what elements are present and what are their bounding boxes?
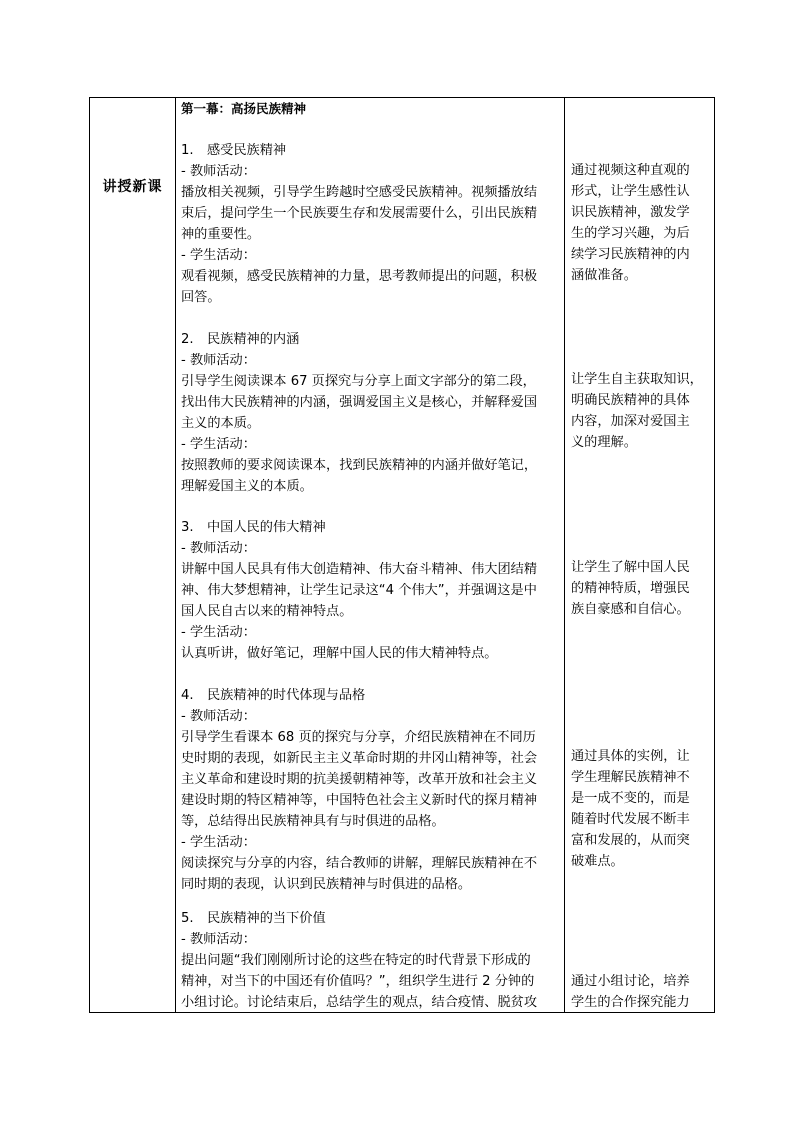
note-line: 让学生了解中国人民 — [571, 560, 690, 575]
content-cell — [176, 98, 565, 1013]
student-activity-text: 认真听讲，做好笔记，理解中国人民的伟大精神特点。 — [181, 646, 498, 661]
teacher-activity-text: 史时期的表现，如新民主主义革命时期的井冈山精神等，社会 — [181, 751, 538, 766]
teacher-activity-label: - 教师活动： — [181, 932, 256, 947]
note-line: 生的学习兴趣，为后 — [571, 226, 690, 241]
design-intent-note-4 — [571, 746, 712, 872]
teacher-activity-label: - 教师活动： — [181, 353, 256, 368]
note-line: 通过小组讨论，培养 — [571, 974, 690, 989]
note-line: 破难点。 — [571, 854, 624, 869]
student-activity-label: - 学生活动： — [181, 437, 256, 452]
section-number: 5. — [181, 911, 194, 926]
teacher-activity-text: 引导学生看课本 68 页的探究与分享，介绍民族精神在不同历 — [181, 730, 536, 745]
note-line: 是一成不变的，而是 — [571, 791, 690, 806]
section-title: 民族精神的当下价值 — [207, 911, 326, 926]
note-line: 的精神特质，增强民 — [571, 581, 690, 596]
section-title: 民族精神的内涵 — [207, 332, 300, 347]
section-title: 中国人民的伟大精神 — [207, 520, 326, 535]
note-line: 内容，加深对爱国主 — [571, 414, 690, 429]
teacher-activity-text: 引导学生阅读课本 67 页探究与分享上面文字部分的第二段， — [181, 374, 536, 389]
teacher-activity-text: 神、伟大梦想精神，让学生记录这“4 个伟大”，并强调这是中 — [181, 583, 537, 598]
teacher-activity-text: 国人民自古以来的精神特点。 — [181, 604, 353, 619]
note-line: 形式，让学生感性认 — [571, 184, 690, 199]
row-label-cell — [90, 98, 176, 1013]
section-title: 民族精神的时代体现与品格 — [207, 688, 366, 703]
teacher-activity-text: 主义革命和建设时期的抗美援朝精神等，改革开放和社会主义 — [181, 772, 538, 787]
student-activity-label: - 学生活动： — [181, 625, 256, 640]
note-line: 让学生自主获取知识， — [571, 372, 703, 387]
note-line: 明确民族精神的具体 — [571, 393, 690, 408]
table-row — [90, 98, 715, 1013]
student-activity-label: - 学生活动： — [181, 835, 256, 850]
note-line: 识民族精神，激发学 — [571, 205, 690, 220]
note-line: 续学习民族精神的内 — [571, 247, 690, 262]
student-activity-text: 理解爱国主义的本质。 — [181, 479, 313, 494]
design-intent-note-2 — [571, 369, 712, 453]
lesson-plan-table — [89, 97, 715, 1013]
section-number: 1. — [181, 143, 194, 158]
note-line: 随着时代发展不断丰 — [571, 812, 690, 827]
teacher-activity-text: 播放相关视频，引导学生跨越时空感受民族精神。视频播放结 — [181, 185, 538, 200]
section-number: 2. — [181, 332, 194, 347]
note-line: 义的理解。 — [571, 435, 637, 450]
teacher-activity-label: - 教师活动： — [181, 709, 256, 724]
section-heading-4 — [181, 685, 365, 706]
act-title: 第一幕：高扬民族精神 — [181, 101, 307, 116]
teacher-activity-text: 主义的本质。 — [181, 416, 261, 431]
design-intent-note-3 — [571, 557, 712, 620]
design-intent-cell — [565, 98, 715, 1013]
design-intent-note-1 — [571, 160, 712, 286]
student-activity-text: 观看视频，感受民族精神的力量，思考教师提出的问题，积极 — [181, 269, 538, 284]
teacher-activity-text: 神的重要性。 — [181, 227, 261, 242]
teacher-activity-text: 精神，对当下的中国还有价值吗？”，组织学生进行 2 分钟的 — [181, 974, 535, 989]
teacher-activity-label: - 教师活动： — [181, 164, 256, 179]
section-heading-3 — [181, 517, 326, 538]
note-line: 通过具体的实例，让 — [571, 749, 690, 764]
student-activity-text: 阅读探究与分享的内容，结合教师的讲解，理解民族精神在不 — [181, 856, 538, 871]
student-activity-text: 按照教师的要求阅读课本，找到民族精神的内涵并做好笔记， — [181, 458, 538, 473]
teacher-activity-label: - 教师活动： — [181, 541, 256, 556]
teacher-activity-text: 讲解中国人民具有伟大创造精神、伟大奋斗精神、伟大团结精 — [181, 562, 538, 577]
section-number: 4. — [181, 688, 194, 703]
teacher-activity-text: 等，总结得出民族精神具有与时俱进的品格。 — [181, 814, 445, 829]
teacher-activity-text: 小组讨论。讨论结束后，总结学生的观点，结合疫情、脱贫攻 — [181, 995, 538, 1010]
design-intent-note-5 — [571, 971, 712, 1013]
section-heading-1 — [181, 140, 286, 161]
teacher-activity-text: 提出问题“我们刚刚所讨论的这些在特定的时代背景下形成的 — [181, 953, 531, 968]
note-line: 学生理解民族精神不 — [571, 770, 690, 785]
section-heading-2 — [181, 329, 299, 350]
note-line: 涵做准备。 — [571, 268, 637, 283]
teacher-activity-text: 找出伟大民族精神的内涵，强调爱国主义是核心，并解释爱国 — [181, 395, 538, 410]
teacher-activity-text: 束后，提问学生一个民族要生存和发展需要什么，引出民族精 — [181, 206, 538, 221]
section-title: 感受民族精神 — [207, 143, 287, 158]
section-heading-5 — [181, 908, 326, 929]
teacher-activity-text: 建设时期的特区精神等，中国特色社会主义新时代的探月精神 — [181, 793, 538, 808]
row-label: 讲授新课 — [102, 179, 163, 195]
student-activity-label: - 学生活动： — [181, 248, 256, 263]
section-number: 3. — [181, 520, 194, 535]
student-activity-text: 回答。 — [181, 290, 221, 305]
note-line: 通过视频这种直观的 — [571, 163, 690, 178]
note-line: 学生的合作探究能力 — [571, 995, 690, 1010]
note-line: 富和发展的，从而突 — [571, 833, 690, 848]
student-activity-text: 同时期的表现，认识到民族精神与时俱进的品格。 — [181, 877, 472, 892]
note-line: 族自豪感和自信心。 — [571, 602, 690, 617]
